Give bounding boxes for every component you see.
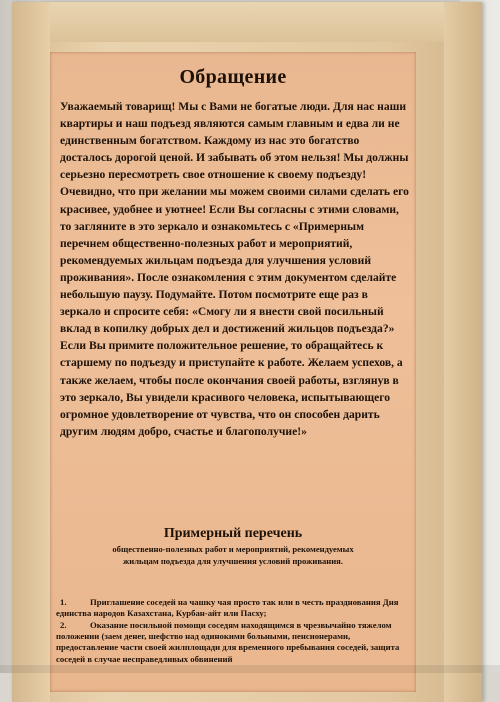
frame-right-rail: [444, 2, 482, 702]
sign-title: Обращение: [179, 66, 287, 88]
copper-plate: [50, 52, 416, 692]
appeal-text: Уважаемый товарищ! Мы с Вами не богатые люди. Для нас наши квартиры и наш подъезд являются самым главным и едва ли не единственным богатством. Каждому из нас это богатство досталось дорогой ценой. И забывать об этом нельзя! Мы должны серьезно пересмотреть свое отношение к своему подъезду! Очевидно, что при желании мы можем своими силами сделать его красивее, удобнее и уютнее! Если Вы согласны с этими словами, то загляните в это зеркало и ознакомьтесь с «Примерным перечнем общественно-полезных работ и мероприятий, рекомендуемых жильцам подъезда для улучшения условий проживания». После ознакомления с этим документом сделайте небольшую паузу. Подумайте. Потом посмотрите еще раз в зеркало и спросите себя: «Смогу ли я внести свой посильный вклад в копилку добрых дел и достижений жильцов подъезда?» Если Вы примите положительное решение, то обращайтесь к старшему по подъезду и приступайте к работе. Желаем успехов, а также желаем, чтобы после окончания своей работы, взглянув в это зеркало, Вы увидели красивого человека, испытывающего огромное удовлетворение от чувства, что он способен дарить другим людям добро, счастье и благополучие!»: [60, 100, 409, 438]
frame-top-rail: [12, 2, 482, 42]
list-item: [56, 597, 412, 619]
frame-left-rail: [12, 2, 50, 702]
list-item-text: Оказание посильной помощи соседям находящимся в чрезвычайно тяжелом положении (заем денег, шефство над одинокими больными, пенсионерами, предоставление части своей жилплощади для временного пребывания соседей, защита соседей в случае несправедливых обвинений: [56, 620, 400, 664]
list-item-number: 1.: [60, 597, 67, 607]
bottom-shadow: [0, 665, 500, 673]
list-item-number: 2.: [60, 620, 67, 630]
list-item: [56, 620, 412, 665]
list-subtitle: общественно-полезных работ и мероприятий, рекомендуемых жильцам подъезда для улучшения условий проживания.: [112, 544, 354, 566]
list-item-text: Приглашение соседей на чашку чая просто так или в честь празднования Дня единства народов Казахстана, Курбан-айт или Пасху;: [56, 597, 399, 619]
list-title: Примерный перечень: [163, 526, 303, 541]
